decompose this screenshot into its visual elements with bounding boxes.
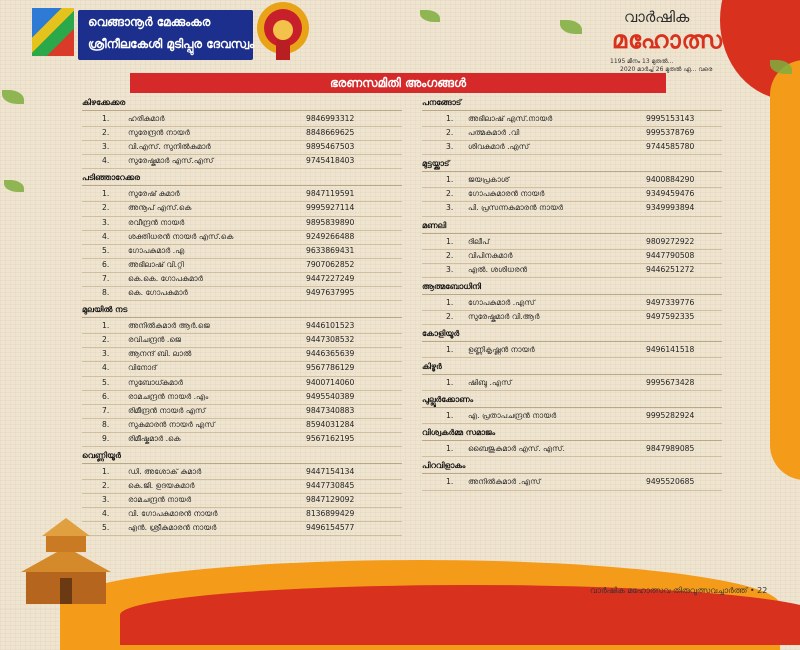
member-row (82, 127, 402, 140)
member-row (422, 127, 722, 140)
section-title: പനങ്ങോട് (422, 98, 462, 107)
section-title: മുട്ടയ്ക്കാട് (422, 159, 450, 169)
committee-section (82, 303, 402, 447)
member-row (82, 113, 402, 126)
member-row (82, 287, 402, 300)
member-row (422, 174, 722, 187)
member-name: വി.എസ്. സുനിൽകുമാർ (128, 142, 211, 152)
committee-section (422, 219, 722, 278)
member-name: വിനോദ് (128, 363, 157, 373)
member-phone: 9995378769 (646, 128, 695, 138)
festival-title-line1: വാർഷിക (624, 8, 690, 26)
member-name: എ. പ്രതാപചന്ദ്രൻ നായർ (468, 411, 557, 421)
festival-date-line1: 1195 മീനം 13 മുതൽ... (610, 58, 674, 65)
member-row (422, 297, 722, 310)
member-name: അനിൽകുമാർ .എസ് (468, 477, 541, 487)
member-row (82, 348, 402, 361)
row-divider (422, 324, 722, 325)
member-phone: 9995282924 (646, 411, 695, 421)
committee-section (422, 96, 722, 155)
member-number: 3. (446, 142, 454, 152)
member-name: സുരേന്ദ്രൻ നായർ (128, 128, 190, 138)
footer-caption: വാർഷിക മഹോത്സവ തിരുവുത്സവച്ചാർത്ത് • 22 (590, 586, 768, 595)
row-divider (422, 277, 722, 278)
member-number: 2. (102, 128, 110, 138)
member-number: 2. (446, 311, 454, 321)
member-row (82, 245, 402, 258)
member-name: അഭിലാഷ് എസ്.നായർ (468, 114, 553, 123)
row-divider (422, 216, 722, 217)
row-divider (82, 535, 402, 536)
member-number: 5. (102, 377, 110, 387)
member-row (422, 202, 722, 215)
member-phone: 9349459476 (646, 189, 695, 199)
member-phone: 9895839890 (306, 217, 355, 227)
member-row (422, 443, 722, 456)
member-number: 1. (446, 175, 454, 185)
member-row (82, 522, 402, 535)
member-name: അനിൽകുമാർ ആർ.ജെ (128, 321, 210, 331)
member-name: ജയപ്രകാശ് (468, 175, 510, 185)
committee-section (422, 459, 722, 490)
member-number: 2. (102, 203, 110, 213)
divider (82, 463, 402, 464)
member-name: രവീന്ദ്രൻ നായർ (128, 217, 185, 227)
decorative-leaf (2, 90, 24, 104)
member-phone: 9567162195 (306, 433, 355, 443)
member-name: എൻ. ശ്രീകുമാരൻ നായർ (128, 523, 217, 533)
member-phone: 9447154134 (306, 466, 355, 476)
member-phone: 9495520685 (646, 477, 695, 487)
member-number: 2. (102, 481, 110, 491)
festival-title (610, 8, 770, 78)
temple-header (26, 4, 266, 64)
member-row (422, 410, 722, 423)
member-number: 1. (446, 345, 454, 355)
member-phone: 9447790508 (646, 250, 695, 260)
member-row (422, 476, 722, 489)
member-phone: 9495540389 (306, 391, 355, 401)
member-name: പി. പ്രസന്നകുമാരൻ നായർ (468, 203, 564, 213)
member-number: 3. (102, 217, 110, 227)
divider (422, 374, 722, 375)
member-number: 1. (446, 236, 454, 246)
member-name: ഗോപകുമാരൻ നായർ (468, 189, 545, 199)
member-number: 2. (102, 335, 110, 345)
member-name: ദിലീപ് (468, 236, 490, 246)
section-title: ആത്മബോധിനി (422, 281, 481, 291)
member-name: രാമചന്ദ്രൻ നായർ .എം (128, 391, 209, 401)
temple-name-line2: ശ്രീനീലകേശി മുടിപ്പുര ദേവസ്വം (88, 37, 255, 51)
member-phone: 9446251272 (646, 264, 695, 274)
member-row (82, 419, 402, 432)
festival-date-line2: 2020 മാർച്ച് 26 മുതൽ ഏ... വരെ (620, 66, 713, 73)
divider (82, 110, 402, 111)
section-title: പുല്ലൂർക്കോണം (422, 395, 474, 405)
member-number: 1. (446, 477, 454, 487)
section-title: പിറവിളാകം (422, 461, 466, 471)
member-row (82, 141, 402, 154)
member-name: ഗോപകുമാർ .എസ് (468, 297, 535, 307)
member-number: 3. (446, 264, 454, 274)
member-number: 7. (102, 273, 110, 283)
member-phone: 9847119591 (306, 189, 355, 199)
member-row (422, 141, 722, 154)
member-number: 6. (102, 259, 110, 269)
member-phone: 9447227249 (306, 273, 355, 283)
member-number: 8. (102, 288, 110, 298)
member-name: ഉണ്ണികൃഷ്ണൻ നായർ (468, 345, 535, 355)
member-row (82, 320, 402, 333)
member-row (82, 273, 402, 286)
member-phone: 9496141518 (646, 345, 695, 355)
member-phone: 9446365639 (306, 349, 355, 359)
member-number: 3. (446, 203, 454, 213)
member-phone: 9847129092 (306, 495, 355, 505)
member-number: 3. (102, 495, 110, 505)
section-title: കോളിയൂർ (422, 329, 460, 339)
member-name: സുബോധ്കുമാർ (128, 377, 183, 387)
member-row (82, 480, 402, 493)
member-phone: 9846993312 (306, 114, 355, 123)
member-phone: 9847989085 (646, 444, 695, 454)
member-row (82, 494, 402, 507)
member-phone: 9744585780 (646, 142, 695, 152)
divider (422, 440, 722, 441)
member-name: അനൂപ് എസ്.കെ (128, 203, 192, 213)
member-row (82, 362, 402, 375)
section-title: വെണ്ണിയൂർ (82, 450, 121, 460)
member-row (82, 188, 402, 201)
theyyam-crown-icon (252, 0, 314, 62)
member-phone: 8594031284 (306, 419, 355, 429)
member-name: സുരേഷ്കുമാർ എസ്.എസ് (128, 156, 214, 166)
member-number: 1. (446, 411, 454, 421)
member-number: 2. (446, 250, 454, 260)
member-row (82, 405, 402, 418)
member-phone: 9447730845 (306, 481, 355, 491)
member-row (422, 311, 722, 324)
member-name: എൽ. ശശിധരൻ (468, 264, 528, 274)
divider (422, 407, 722, 408)
member-phone: 9349993894 (646, 203, 695, 213)
member-name: ആനന്ദ് ബി. ലാൽ (128, 349, 192, 359)
divider (422, 341, 722, 342)
committee-section (422, 426, 722, 457)
row-divider (422, 490, 722, 491)
divider (422, 294, 722, 295)
member-row (82, 377, 402, 390)
member-number: 2. (446, 189, 454, 199)
member-row (422, 377, 722, 390)
member-phone: 9809272922 (646, 236, 695, 246)
decorative-leaf (420, 10, 440, 22)
member-name: രാമചന്ദ്രൻ നായർ (128, 495, 192, 505)
committee-section (422, 280, 722, 325)
row-divider (422, 423, 722, 424)
member-name: അഭിലാഷ് വി.റ്റി (128, 259, 184, 269)
divider (422, 171, 722, 172)
decorative-orange-swirl-right (770, 60, 800, 480)
divider (422, 233, 722, 234)
member-phone: 9633869431 (306, 245, 355, 255)
divider (422, 110, 722, 111)
member-number: 7. (102, 405, 110, 415)
right-column (422, 96, 722, 493)
member-phone: 9249266488 (306, 231, 355, 241)
committee-section (82, 449, 402, 536)
decorative-leaf (560, 20, 582, 34)
decorative-leaf (4, 180, 24, 192)
temple-name-box (78, 10, 253, 60)
member-number: 1. (102, 466, 110, 476)
member-row (82, 231, 402, 244)
member-phone: 9497637995 (306, 288, 355, 298)
member-number: 1. (102, 321, 110, 331)
festival-title-line2: മഹോത്സവം (612, 26, 755, 54)
temple-illustration (16, 512, 116, 604)
member-phone: 8136899429 (306, 509, 355, 519)
member-name: രവിചന്ദ്രൻ .ജെ (128, 335, 182, 345)
member-name: രിമീന്ദ്രൻ നായർ എസ് (128, 405, 206, 415)
member-row (82, 334, 402, 347)
member-name: സുകുമാരൻ നായർ എസ് (128, 419, 215, 429)
member-number: 1. (446, 114, 454, 123)
member-number: 1. (102, 114, 110, 123)
divider (422, 473, 722, 474)
member-phone: 9447308532 (306, 335, 355, 345)
member-phone: 8848669625 (306, 128, 355, 138)
member-name: ബൈജുകുമാർ എസ്. എസ്. (468, 444, 565, 454)
member-phone: 9400714060 (306, 377, 355, 387)
member-name: പത്മകുമാർ .വി (468, 128, 520, 138)
committee-section (422, 393, 722, 424)
member-row (82, 217, 402, 230)
section-title: പടിഞ്ഞാറേക്കര (82, 173, 141, 183)
member-row (422, 264, 722, 277)
member-number: 3. (102, 142, 110, 152)
committee-section (82, 96, 402, 169)
member-row (422, 344, 722, 357)
member-phone: 9745418403 (306, 156, 355, 166)
member-row (422, 250, 722, 263)
page-title-banner: ഭരണസമിതി അംഗങ്ങൾ (130, 73, 666, 93)
member-row (422, 236, 722, 249)
member-number: 3. (102, 349, 110, 359)
member-phone: 9895467503 (306, 142, 355, 152)
member-name: വിപിനകുമാർ (468, 250, 513, 260)
row-divider (422, 154, 722, 155)
member-number: 4. (102, 509, 110, 519)
member-number: 6. (102, 391, 110, 401)
member-number: 5. (102, 523, 110, 533)
committee-section (422, 157, 722, 216)
member-name: ഡി. അശോക് കുമാർ (128, 466, 202, 476)
member-phone: 9995927114 (306, 203, 355, 213)
section-title: കിഴൂർ (422, 362, 442, 372)
member-name: സുരേഷ് കുമാർ (128, 189, 180, 199)
member-row (422, 188, 722, 201)
member-name: കെ.കെ. ഗോപകുമാർ (128, 273, 203, 283)
row-divider (82, 300, 402, 301)
member-phone: 9400884290 (646, 175, 695, 185)
member-row (82, 391, 402, 404)
member-phone: 9446101523 (306, 321, 355, 331)
row-divider (82, 446, 402, 447)
member-row (82, 508, 402, 521)
member-phone: 9995153143 (646, 114, 695, 123)
member-number: 4. (102, 156, 110, 166)
member-name: രിമീഷ്കുമാർ .കെ (128, 433, 181, 443)
member-name: കെ.ജി. ഉദയകുമാർ (128, 481, 195, 491)
member-phone: 9847340883 (306, 405, 355, 415)
member-row (82, 433, 402, 446)
member-phone: 9497339776 (646, 297, 695, 307)
member-name: ഷിബു .എസ് (468, 378, 512, 388)
member-number: 4. (102, 231, 110, 241)
member-number: 4. (102, 363, 110, 373)
member-number: 5. (102, 245, 110, 255)
member-number: 1. (446, 444, 454, 454)
flag-logo-icon (32, 8, 74, 56)
member-phone: 7907062852 (306, 259, 355, 269)
member-name: ഗോപകുമാർ .എ (128, 245, 185, 255)
member-phone: 9995673428 (646, 378, 695, 388)
divider (82, 317, 402, 318)
member-phone: 9497592335 (646, 311, 695, 321)
member-name: ശിവകുമാർ .എസ് (468, 142, 530, 152)
member-row (422, 113, 722, 126)
divider (82, 185, 402, 186)
row-divider (422, 390, 722, 391)
member-row (82, 155, 402, 168)
row-divider (82, 168, 402, 169)
section-title: കിഴക്കേക്കര (82, 98, 126, 107)
committee-section (422, 327, 722, 358)
member-phone: 9567786129 (306, 363, 355, 373)
member-row (82, 202, 402, 215)
member-number: 1. (446, 378, 454, 388)
member-number: 1. (446, 297, 454, 307)
section-title: വിശ്വകർമ്മ സമാജം (422, 428, 496, 438)
member-number: 2. (446, 128, 454, 138)
member-name: ശക്തിധരൻ നായർ എസ്.കെ (128, 231, 234, 241)
member-row (82, 466, 402, 479)
row-divider (422, 357, 722, 358)
left-column (82, 96, 402, 538)
section-title: മുലയിൽ നട (82, 305, 128, 315)
member-name: സുരേഷ്കുമാർ വി.ആർ (468, 311, 540, 321)
member-number: 1. (102, 189, 110, 199)
member-number: 8. (102, 419, 110, 429)
member-phone: 9496154577 (306, 523, 355, 533)
section-title: മണലി (422, 220, 447, 230)
committee-section (422, 360, 722, 391)
member-number: 9. (102, 433, 110, 443)
temple-name-line1: വെങ്ങാനൂർ മേക്കുംകര (88, 15, 211, 29)
member-name: വി. ഗോപകുമാരൻ നായർ (128, 509, 218, 519)
row-divider (422, 456, 722, 457)
member-row (82, 259, 402, 272)
member-name: ഹരികുമാർ (128, 114, 165, 123)
member-name: കെ. ഗോപകുമാർ (128, 288, 188, 298)
committee-section (82, 171, 402, 301)
